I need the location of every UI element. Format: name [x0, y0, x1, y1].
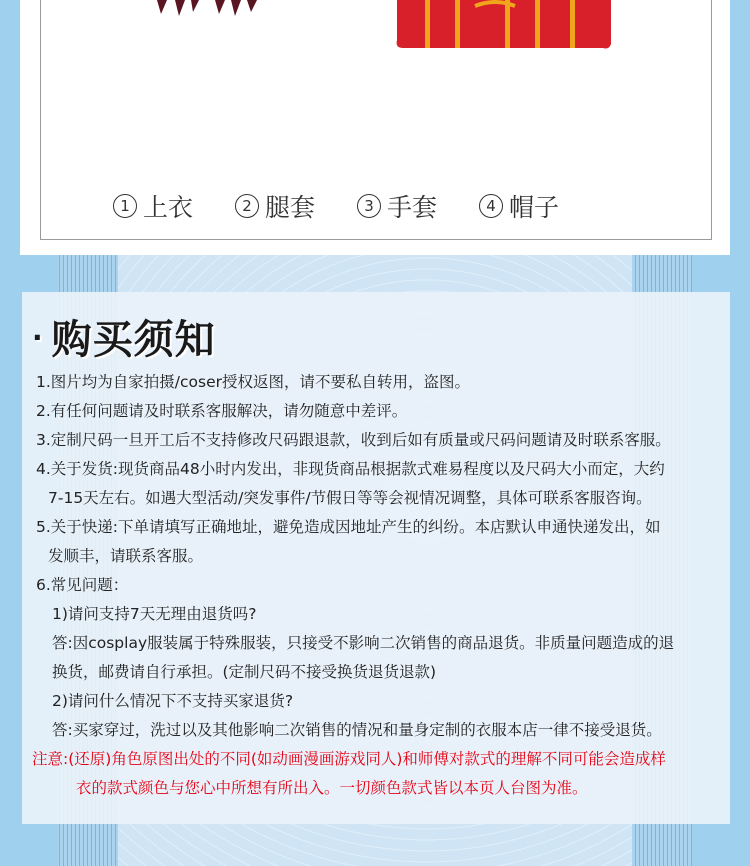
item-hat — [479, 188, 559, 224]
item-leg-covers — [235, 188, 315, 224]
notice-line: 6.常见问题： — [36, 576, 129, 594]
notice-line: 答:因cosplay服装属于特殊服装，只接受不影响二次销售的商品退货。非质量问题造成的退 — [52, 634, 675, 652]
item-label: 上衣 — [143, 193, 194, 222]
notice-warning-cont: 衣的款式颜色与您心中所想有所出入。一切颜色款式皆以本页人台图为准。 — [76, 779, 588, 797]
notice-line: 2)请问什么情况下不支持买家退货? — [52, 692, 294, 710]
item-number: 4 — [479, 194, 503, 218]
notice-line: 换货，邮费请自行承担。(定制尺码不接受换货退货退款) — [52, 663, 437, 681]
item-label: 腿套 — [265, 193, 316, 222]
glove-image — [147, 0, 267, 20]
item-number: 1 — [113, 194, 137, 218]
item-label: 帽子 — [509, 193, 560, 222]
notice-title-text: 购买须知 — [51, 317, 216, 363]
notice-lines — [32, 368, 726, 803]
notice-line: 5.关于快递:下单请填写正确地址，避免造成因地址产生的纠纷。本店默认申通快递发出，如 — [36, 518, 661, 536]
item-number: 3 — [357, 194, 381, 218]
product-photo-frame — [40, 0, 712, 240]
warning-text: (还原)角色原图出处的不同(如动画漫画游戏同人)和师傅对款式的理解不同可能会造成样 — [68, 750, 666, 768]
hat-image — [395, 0, 613, 50]
notice-line: 发顺丰，请联系客服。 — [48, 547, 204, 565]
item-number: 2 — [235, 194, 259, 218]
notice-warning — [32, 745, 726, 774]
notice-line: 4.关于发货:现货商品48小时内发出，非现货商品根据款式难易程度以及尺码大小而定，大约 — [36, 460, 665, 478]
notice-line: 7-15天左右。如遇大型活动/突发事件/节假日等等会视情况调整，具体可联系客服咨询。 — [48, 489, 652, 507]
notice-line: 1.图片均为自家拍摄/coser授权返图，请不要私自转用，盗图。 — [36, 373, 471, 391]
item-gloves — [357, 188, 437, 224]
item-label: 手套 — [387, 193, 438, 222]
item-top — [113, 188, 193, 224]
notice-title — [32, 308, 216, 365]
notice-line: 2.有任何问题请及时联系客服解决，请勿随意中差评。 — [36, 402, 408, 420]
notice-line: 3.定制尺码一旦开工后不支持修改尺码跟退款，收到后如有质量或尺码问题请及时联系客服。 — [36, 431, 671, 449]
bullet-icon: · — [32, 321, 44, 354]
purchase-notice — [22, 292, 730, 824]
warning-label: 注意: — [32, 750, 69, 768]
notice-line: 答:买家穿过，洗过以及其他影响二次销售的情况和量身定制的衣服本店一律不接受退货。 — [52, 721, 662, 739]
notice-line: 1)请问支持7天无理由退货吗? — [52, 605, 257, 623]
item-list — [113, 186, 673, 226]
